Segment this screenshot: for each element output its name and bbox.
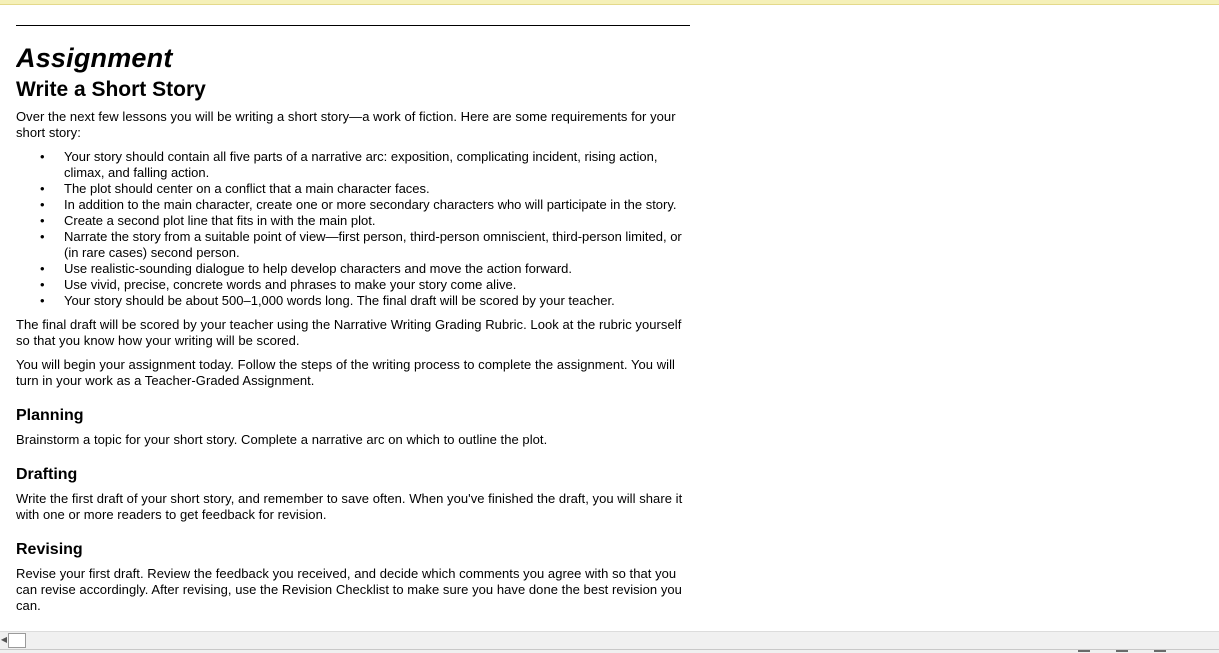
document-page[interactable] <box>16 4 690 631</box>
section-heading-planning: Planning <box>16 407 84 424</box>
section-text-drafting: Write the first draft of your short story, and remember to save often. When you've finished the draft, you will share it with one or more readers to get feedback for revision. <box>16 491 683 522</box>
status-divider <box>0 649 1219 650</box>
scrollbar-thumb[interactable] <box>8 633 26 648</box>
list-item: • Your story should be about 500–1,000 words long. The final draft will be scored by your teacher. <box>16 293 688 309</box>
list-item: • Your story should contain all five parts of a narrative arc: exposition, complicating incident, rising action, climax, and falling action. <box>16 149 688 181</box>
list-item: • The plot should center on a conflict that a main character faces. <box>16 181 688 197</box>
section-text-planning: Brainstorm a topic for your short story. Complete a narrative arc on which to outline the plot. <box>16 432 548 447</box>
intro-paragraph: Over the next few lessons you will be writing a short story—a work of fiction. Here are some requirements for your short story: <box>16 109 676 140</box>
page-header-area[interactable] <box>16 4 690 26</box>
section-heading-drafting: Drafting <box>16 466 78 483</box>
scroll-left-arrow-icon[interactable]: ◀ <box>0 635 8 644</box>
page-title: Assignment <box>16 43 173 73</box>
section-heading-revising: Revising <box>16 541 83 558</box>
document-body[interactable] <box>16 42 688 614</box>
horizontal-scrollbar[interactable] <box>0 631 1219 653</box>
list-item: • Use vivid, precise, concrete words and phrases to make your story come alive. <box>16 277 688 293</box>
list-item: • Use realistic-sounding dialogue to help develop characters and move the action forward. <box>16 261 688 277</box>
scoring-paragraph: The final draft will be scored by your teacher using the Narrative Writing Grading Rubric. Look at the rubric yourself so that you know how your writing will be scored. <box>16 317 682 348</box>
section-text-revising: Revise your first draft. Review the feedback you received, and decide which comments you agree with so that you can revise accordingly. After revising, use the Revision Checklist to make sure you have done the best revision you can. <box>16 566 682 613</box>
list-item: • Create a second plot line that fits in with the main plot. <box>16 213 688 229</box>
begin-paragraph: You will begin your assignment today. Follow the steps of the writing process to complete the assignment. You will turn in your work as a Teacher-Graded Assignment. <box>16 357 675 388</box>
list-item: • In addition to the main character, create one or more secondary characters who will participate in the story. <box>16 197 688 213</box>
page-subtitle: Write a Short Story <box>16 78 206 101</box>
list-item: • Narrate the story from a suitable point of view—first person, third-person omniscient, third-person limited, or (in rare cases) second person. <box>16 229 688 261</box>
requirements-list <box>16 149 688 309</box>
